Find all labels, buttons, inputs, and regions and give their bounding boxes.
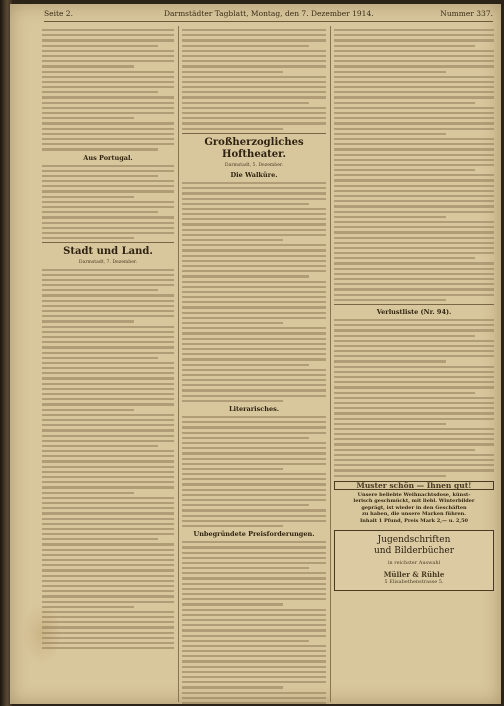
page-header bbox=[44, 7, 493, 22]
article-text bbox=[42, 165, 174, 240]
article-text bbox=[182, 416, 326, 527]
divider bbox=[42, 242, 174, 243]
ad-line: lerisch geschmückt, mit liebl. Winterbilder bbox=[353, 498, 475, 505]
advertisement-jugendschriften bbox=[334, 530, 494, 591]
ad-heading: Muster schön — Ihnen gut! bbox=[334, 481, 494, 490]
column-3 bbox=[334, 26, 494, 702]
article-text bbox=[334, 29, 494, 301]
theater-dateline: Darmstadt, 5. Dezember. bbox=[224, 162, 284, 168]
ad-line: geprägt, ist wieder in den Geschäften bbox=[361, 504, 467, 511]
section-heading-preisforderungen: Unbegründete Preisforderungen. bbox=[193, 530, 315, 539]
divider bbox=[334, 304, 494, 305]
divider bbox=[182, 133, 326, 134]
dateline: Darmstadt, 7. Dezember. bbox=[78, 260, 138, 266]
article-text bbox=[42, 269, 174, 650]
column-1 bbox=[42, 26, 174, 702]
article-text bbox=[182, 29, 326, 130]
ad-title: Jugendschriften bbox=[377, 534, 451, 545]
newspaper-title: Darmstädter Tagblatt, Montag, den 7. Dezember 1914. bbox=[164, 9, 374, 18]
page-number: Seite 2. bbox=[44, 9, 73, 18]
section-heading-verlustliste: Verlustliste (Nr. 94). bbox=[376, 307, 452, 316]
advertisement-weihnachtsdose bbox=[334, 492, 494, 524]
issue-number: Nummer 337. bbox=[440, 9, 493, 18]
ad-company: Müller & Rühle bbox=[383, 569, 445, 579]
column-rule bbox=[178, 26, 179, 702]
article-text bbox=[334, 319, 494, 477]
section-heading-stadt-und-land: Stadt und Land. bbox=[63, 246, 153, 258]
section-heading-literarisches: Literarisches. bbox=[228, 405, 280, 414]
article-text bbox=[182, 182, 326, 402]
article-text bbox=[182, 541, 326, 704]
ad-address: 5 Elisabethenstrasse 5. bbox=[384, 578, 444, 585]
theater-title: Die Walküre. bbox=[230, 170, 278, 179]
section-heading-portugal: Aus Portugal. bbox=[83, 153, 133, 162]
ad-line: Inhalt 1 Pfund, Preis Mark 2,— u. 2,50 bbox=[359, 517, 469, 524]
section-heading-hoftheater: Großherzogliches Hoftheater. bbox=[204, 136, 304, 160]
column-rule bbox=[330, 26, 331, 702]
ad-tagline: in reichster Auswahl bbox=[387, 559, 441, 566]
ad-line: Unsere beliebte Weihnachtsdose, künst- bbox=[357, 491, 471, 498]
column-2 bbox=[182, 26, 326, 702]
newspaper-page bbox=[10, 4, 501, 704]
ad-subtitle: und Bilderbücher bbox=[374, 545, 454, 556]
article-text bbox=[42, 29, 174, 151]
ad-line: zu haben, die unsere Marken führen. bbox=[361, 511, 467, 518]
